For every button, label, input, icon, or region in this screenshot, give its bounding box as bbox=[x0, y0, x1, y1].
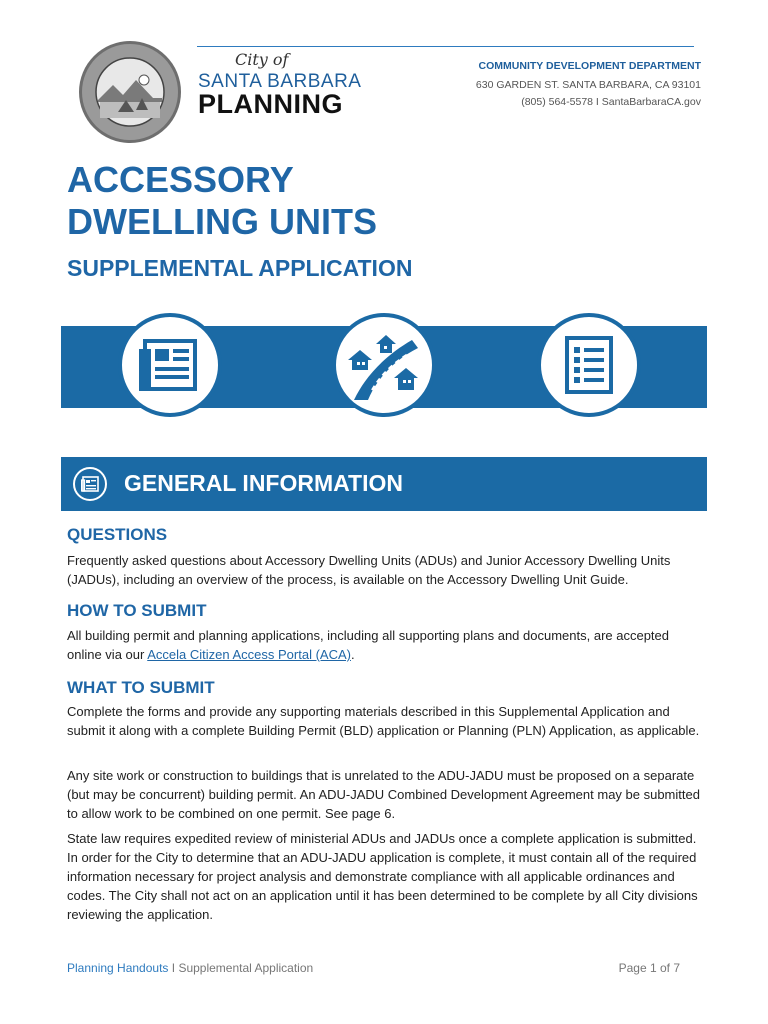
logo-city-text: City of bbox=[235, 50, 289, 69]
department-name: COMMUNITY DEVELOPMENT DEPARTMENT bbox=[478, 60, 701, 72]
how-to-submit-text-after: . bbox=[350, 647, 355, 662]
footer-left bbox=[67, 961, 313, 975]
logo-name-text: SANTA BARBARA bbox=[198, 71, 362, 92]
how-to-submit-heading: HOW TO SUBMIT bbox=[67, 601, 207, 620]
city-seal-logo bbox=[78, 40, 182, 144]
how-to-submit-text-before: All building permit and planning applications, including all supporting plans and documents, are accepted online via our bbox=[67, 628, 669, 662]
department-address: 630 GARDEN ST. SANTA BARBARA, CA 93101 bbox=[475, 79, 701, 91]
newspaper-icon bbox=[118, 313, 222, 417]
houses-road-icon bbox=[332, 313, 436, 417]
subtitle: SUPPLEMENTAL APPLICATION bbox=[67, 255, 413, 281]
paragraph-site-work: Any site work or construction to buildings that is unrelated to the ADU-JADU must be proposed on a separate (but may be concurrent) building permit. An ADU-JADU Combined Development Agreement may be submitted to allow work to be combined on one permit. See page 6. bbox=[67, 768, 700, 821]
header-rule bbox=[197, 46, 694, 47]
title-line-1: ACCESSORY bbox=[67, 159, 294, 200]
footer-handouts: Planning Handouts bbox=[67, 961, 169, 975]
footer-separator: I bbox=[168, 961, 179, 975]
what-to-submit-heading: WHAT TO SUBMIT bbox=[67, 678, 215, 697]
checklist-icon bbox=[537, 313, 641, 417]
paragraph-state-law: State law requires expedited review of ministerial ADUs and JADUs once a complete application is submitted. In order for the City to determine that an ADU-JADU application is complete, it must contain all of the required information necessary for project analysis and demonstrate compliance with all applicable ordinances and codes. The City shall not act on an application until it has been determined to be complete by all City divisions reviewing the application. bbox=[67, 831, 698, 922]
paragraph-requirements: Complete the forms and provide any supporting materials described in this Supplemental Application and submit it along with a complete Building Permit (BLD) application or Planning (PLN) Application, as applicable. bbox=[67, 704, 700, 738]
department-contact: (805) 564-5578 I SantaBarbaraCA.gov bbox=[521, 96, 701, 108]
questions-text bbox=[67, 551, 707, 589]
title-line-2: DWELLING UNITS bbox=[67, 201, 377, 242]
questions-heading: QUESTIONS bbox=[67, 525, 168, 544]
footer-doc-name: Supplemental Application bbox=[178, 961, 314, 975]
how-to-submit-text bbox=[67, 626, 707, 664]
what-to-submit-p3 bbox=[67, 829, 707, 924]
questions-paragraph: Frequently asked questions about Accessory Dwelling Units (ADUs) and Junior Accessory Dwelling Units (JADUs), including an overview of the process, is available on the Accessory Dwelling Unit Guide. bbox=[67, 553, 671, 587]
logo-planning-text: PLANNING bbox=[198, 89, 343, 119]
page-number: Page 1 of 7 bbox=[618, 961, 680, 975]
what-to-submit-p2 bbox=[67, 766, 707, 823]
aca-portal-link[interactable]: Accela Citizen Access Portal (ACA) bbox=[147, 647, 351, 662]
section-title: GENERAL INFORMATION bbox=[124, 470, 403, 496]
what-to-submit-p1 bbox=[67, 702, 707, 740]
newspaper-icon bbox=[73, 467, 107, 501]
